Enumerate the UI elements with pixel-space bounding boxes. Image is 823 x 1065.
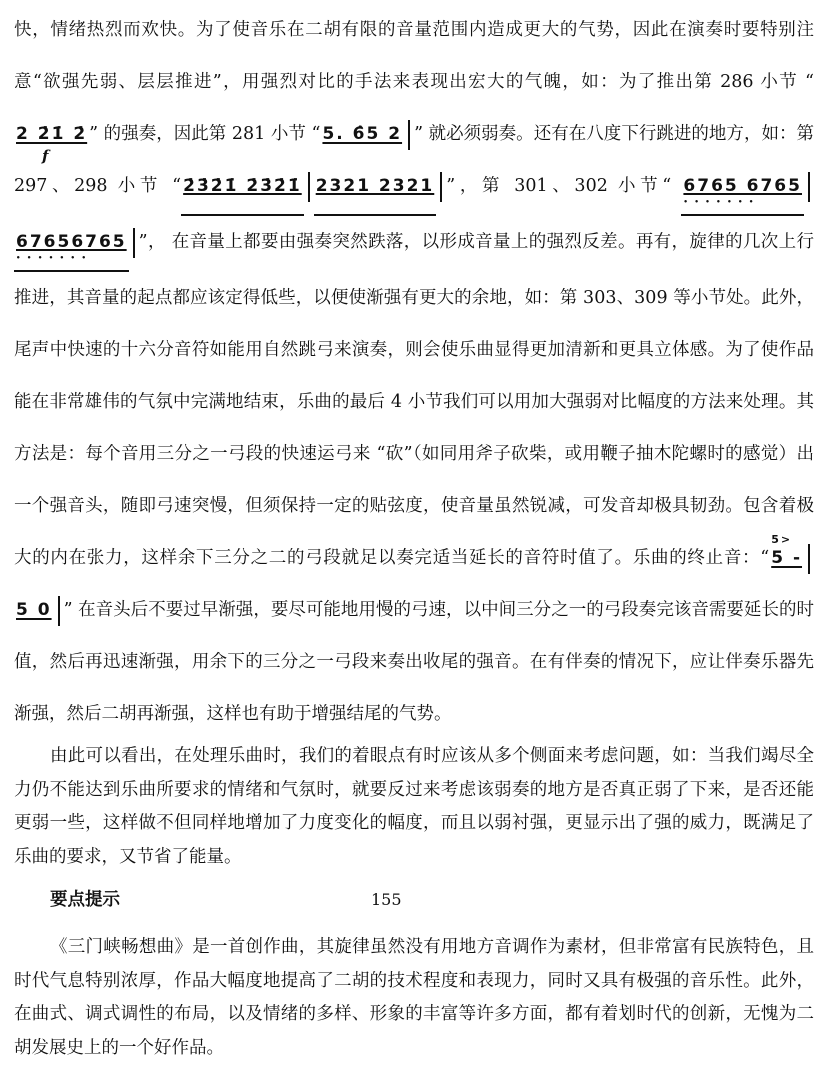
text-run: 音：“ (723, 548, 770, 568)
bar-line (133, 228, 135, 258)
notation-286 (14, 108, 89, 165)
bar-line (308, 172, 310, 202)
text-run: “ (662, 176, 682, 196)
paragraph-3: 《三门峡畅想曲》是一首创作曲，其旋律虽然没有用地方音调作为素材，但非常富有民族特色，且时代气息特别浓厚，作品大幅度地提高了二胡的技术程度和表现力，同时又具有极强的音乐性。此外，在曲式、调式调性的布局，以及情绪的多样、形象的丰富等许多方面，都有着划时代的创新，无愧为二胡发展史上的一个好作品。 (14, 937, 814, 1058)
paragraph-2: 由此可以看出，在处理乐曲时，我们的着眼点有时应该从多个侧面来考虑问题，如：当我们竭尽全力仍不能达到乐曲所要求的情绪和气氛时，就要反过来考虑该弱奏的地方是否真正弱了下来，是否还能更弱一些，这样做不但同样地增加了力度变化的幅度，而且以弱衬强，更显示出了强的威力，既满足了乐曲的要求，又节省了能量。 (14, 746, 814, 867)
notation-301: 6765 6765 • • • (681, 160, 804, 216)
dynamic-mark: f (42, 147, 51, 165)
notation-298: 2321 2321 (314, 160, 437, 216)
text-run: ” 在音头后不要过早渐强，要尽可能地用慢的弓速，以中间三分之一的弓段奏完该音需要延长的时值，然后再迅速渐强，用余下的三分之一弓段来奏出收尾的强音。在有伴奏的情况下，应让伴奏乐器先渐强，然后二胡再渐强，这样也有助于增强结尾的气势。 (14, 600, 814, 724)
text-run: 下行跳进的地方，如：第 297、298 小节 “ (14, 124, 815, 196)
section-heading: 要点提示 (50, 890, 120, 910)
text-run: 快，情绪热烈而欢快。为了使音乐在二胡有限的音量范围内造成更大的气势，因此在演奏时要特别注意“欲强先弱、层层推进”，用强烈对比的手法来表现出宏大的气魄，如：为了推出第 286 小节 “ (14, 20, 814, 92)
notation-ending (769, 532, 804, 584)
page-body (14, 4, 814, 1065)
notation-281: 5. 6̂5 2 (322, 124, 403, 144)
notation-302: 67656765 • • • (14, 216, 129, 272)
bar-line (408, 120, 410, 150)
text-run: ”， 在音量上都要由强奏突然跌落，以形成音量上的强烈反差。再有，旋律的几次上行推进，其音量的起点都应该定得低些，以便使渐强有更大的余地，如：第 303、309 等小节处。此外，尾声中快速的十六分音符如能用自然跳弓来演奏，则会使乐曲显得更加清新和更具立体感。为了使作品能在非常雄伟的气氛中完满地结束，乐曲的最后 4 小节我们可以用加大强弱对比幅度的方法来处理。其方法是：每个音用三分之一弓段的快速运弓来 “砍”（如同用斧子砍柴，或用鞭子抽木陀螺时的感觉）出一个强音头，随即弓速突慢，但须保持一定的贴弦度，使音量虽然锐减，可发音却极具韧劲。包含着极大的内在张力，这样余下三分之二的弓段就足以奏完适当延长的音符时值了。乐曲的终止 (14, 232, 814, 568)
bar-line (808, 544, 810, 574)
bar-line (808, 172, 810, 202)
notation-digits: 5 - (771, 548, 803, 568)
text-run: ”，第 301、302 小节 (446, 176, 663, 196)
paragraph-1 (14, 4, 814, 740)
notation-digits: 2 2̇1̇ 2̇ (16, 124, 88, 144)
bar-line (58, 596, 60, 626)
page-number: 155 (371, 890, 402, 909)
notation-297: 2̇3̇2̇1̇ 2̇3̇2̇1̇ (181, 160, 304, 216)
accent-mark: 5> (771, 533, 793, 546)
text-run: ” 就必须弱奏。还有在八度 (414, 124, 622, 144)
text-run: ” 的强奏，因此第 281 小节 “ (89, 124, 321, 144)
bar-line (440, 172, 442, 202)
notation-ending-b: 5 0 (16, 600, 52, 620)
